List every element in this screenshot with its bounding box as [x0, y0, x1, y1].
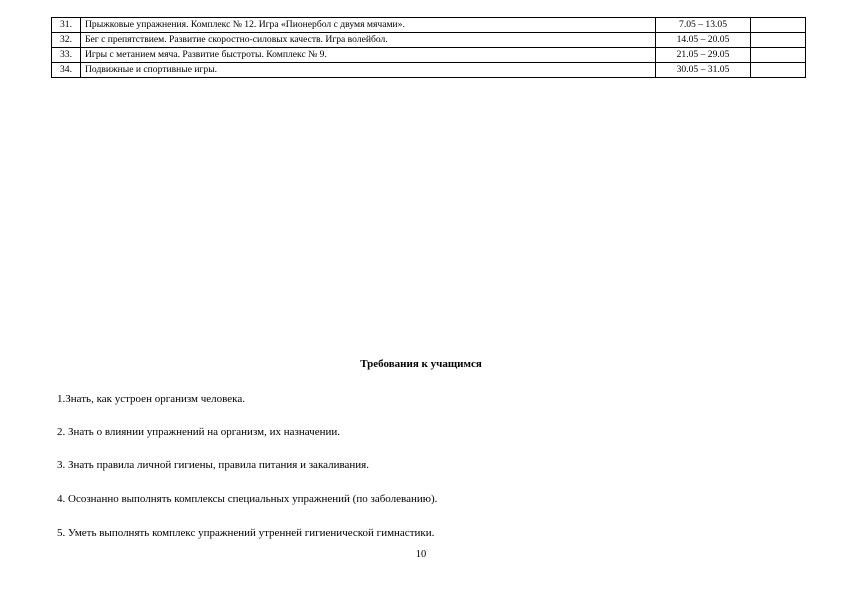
- row-extra: [751, 33, 806, 48]
- row-topic: Подвижные и спортивные игры.: [81, 63, 656, 78]
- table-row: [52, 18, 806, 33]
- requirement-item: 4. Осознанно выполнять комплексы специальных упражнений (по заболеванию).: [57, 493, 438, 505]
- row-topic: Игры с метанием мяча. Развитие быстроты. Комплекс № 9.: [81, 48, 656, 63]
- row-extra: [751, 18, 806, 33]
- row-extra: [751, 63, 806, 78]
- requirement-item: 2. Знать о влиянии упражнений на организм, их назначении.: [57, 426, 341, 438]
- row-dates: 14.05 – 20.05: [656, 33, 751, 48]
- row-topic: Бег с препятствием. Развитие скоростно-силовых качеств. Игра волейбол.: [81, 33, 656, 48]
- requirement-item: 3. Знать правила личной гигиены, правила питания и закаливания.: [57, 459, 369, 471]
- row-number: 33.: [52, 48, 81, 63]
- page-number: 10: [415, 549, 427, 560]
- requirement-item: 5. Уметь выполнять комплекс упражнений утренней гигиенической гимнастики.: [57, 527, 435, 539]
- table-row: [52, 48, 806, 63]
- row-number: 34.: [52, 63, 81, 78]
- table-row: [52, 33, 806, 48]
- row-number: 32.: [52, 33, 81, 48]
- row-dates: 21.05 – 29.05: [656, 48, 751, 63]
- row-number: 31.: [52, 18, 81, 33]
- lesson-plan-table: [51, 17, 806, 78]
- requirement-item: 1.Знать, как устроен организм человека.: [57, 393, 245, 405]
- requirements-title: Требования к учащимся: [360, 358, 482, 370]
- row-extra: [751, 48, 806, 63]
- row-topic: Прыжковые упражнения. Комплекс № 12. Игра «Пионербол с двумя мячами».: [81, 18, 656, 33]
- row-dates: 30.05 – 31.05: [656, 63, 751, 78]
- row-dates: 7.05 – 13.05: [656, 18, 751, 33]
- table-row: [52, 63, 806, 78]
